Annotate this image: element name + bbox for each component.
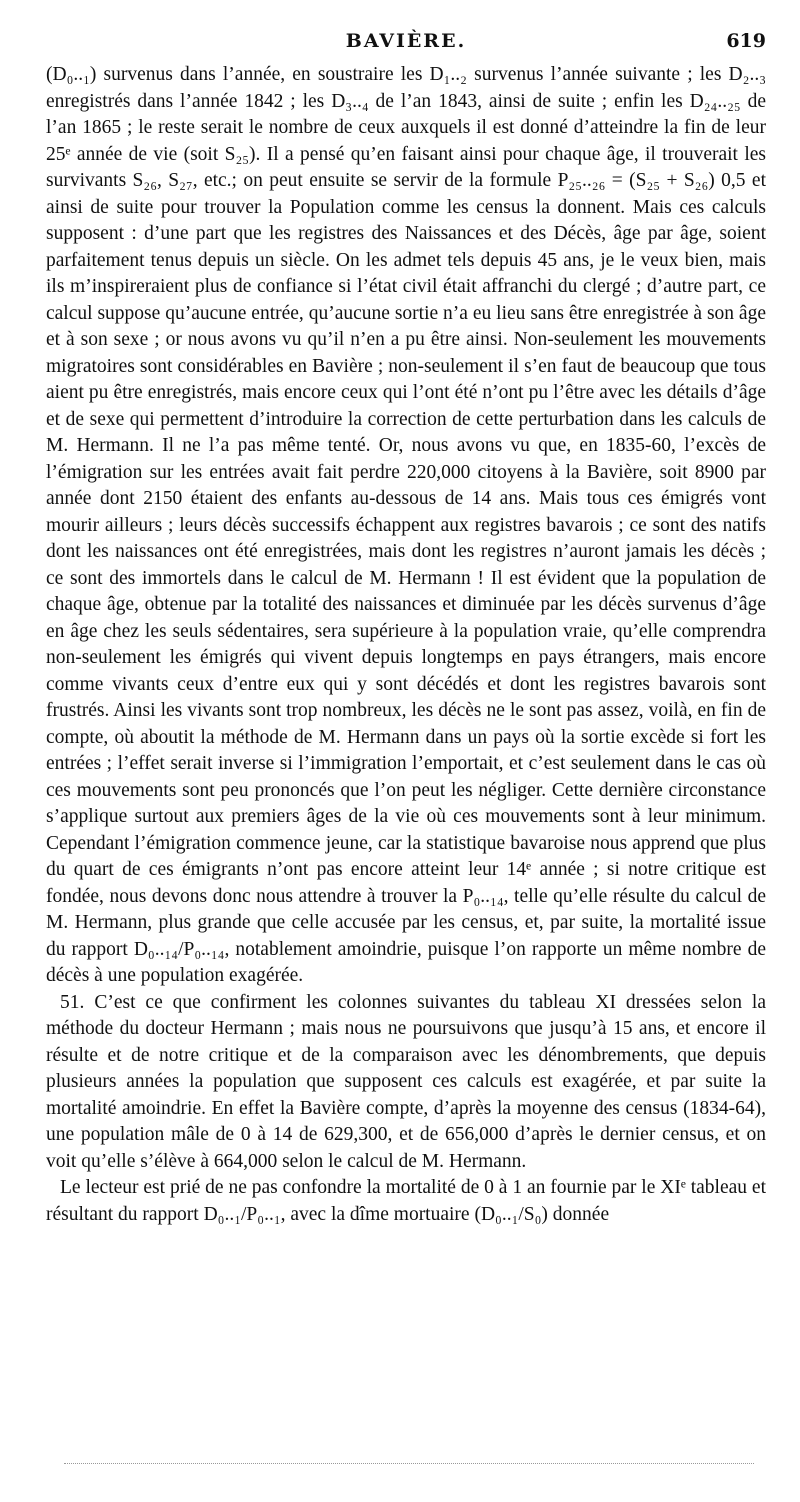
page-header bbox=[46, 30, 766, 60]
paragraph-continuation: (D₀..₁) survenus dans l’année, en soustraire les D₁..₂ survenus l’année suivante ; les D₂..₃ enregistrés dans l’année 1842 ; les D₃..₄ de l’an 1843, ainsi de suite ; enfin les D₂₄..₂₅ de l’an 1865 ; le reste serait le nombre de ceux auxquels il est donné d’atteindre la fin de leur 25ᵉ année de vie (soit S₂₅). Il a pensé qu’en faisant ainsi pour chaque âge, il trouverait les survivants S₂₆, S₂₇, etc.; on peut ensuite se servir de la formule P₂₅..₂₆ = (S₂₅ + S₂₆) 0,5 et ainsi de suite pour trouver la Population comme les census la donnent. Mais ces calculs supposent : d’une part que les registres des Naissances et des Décès, âge par âge, soient parfaitement tenus depuis un siècle. On les admet tels depuis 45 ans, je le veux bien, mais ils m’inspireraient plus de confiance si l’état civil était affranchi du clergé ; d’autre part, ce calcul suppose qu’aucune entrée, qu’aucune sortie n’a eu lieu sans être enregistrée à son âge et à son sexe ; or nous avons vu qu’il n’en a pu être ainsi. Non-seulement les mouvements migratoires sont considérables en Bavière ; non-seulement il s’en faut de beaucoup que tous aient pu être enregistrés, mais encore ceux qui l’ont été n’ont pu l’être avec les détails d’âge et de sexe qui permettent d’introduire la correction de cette perturbation dans les calculs de M. Hermann. Il ne l’a pas même tenté. Or, nous avons vu que, en 1835-60, l’excès de l’émigration sur les entrées avait fait perdre 220,000 citoyens à la Bavière, soit 8900 par année dont 2150 étaient des enfants au-dessous de 14 ans. Mais tous ces émigrés vont mourir ailleurs ; leurs décès successifs échappent aux registres bavarois ; ce sont des natifs dont les naissances ont été enregistrées, mais dont les registres n’auront jamais les décès ; ce sont des immortels dans le calcul de M. Hermann ! Il est évident que la population de chaque âge, obtenue par la totalité des naissances et diminuée par les décès survenus d’âge en âge chez les seuls sédentaires, sera supérieure à la population vraie, qu’elle comprendra non-seulement les émigrés qui vivent depuis longtemps en pays étrangers, mais encore comme vivants ceux d’entre eux qui y sont décédés et dont les registres bavarois sont frustrés. Ainsi les vivants sont trop nombreux, les décès ne le sont pas assez, voilà, en fin de compte, où aboutit la méthode de M. Hermann dans un pays où la sortie excède si fort les entrées ; l’effet serait inverse si l’immigration l’emportait, et c’est seulement dans le cas où ces mouvements sont peu prononcés que l’on peut les négliger. Cette dernière circonstance s’applique surtout aux premiers âges de la vie où ces mouvements sont à leur minimum. Cependant l’émigration commence jeune, car la statistique bavaroise nous apprend que plus du quart de ces émigrants n’ont pas encore atteint leur 14ᵉ année ; si notre critique est fondée, nous devons donc nous attendre à trouver la P₀..₁₄, telle qu’elle résulte du calcul de M. Hermann, plus grande que celle accusée par les census, et, par suite, la mortalité issue du rapport D₀..₁₄/P₀..₁₄, notablement amoindrie, puisque l’on rapporte un même nombre de décès à une population exagérée. bbox=[46, 64, 766, 986]
page-number: 619 bbox=[726, 30, 766, 52]
body-text bbox=[46, 62, 766, 1228]
running-head-title: BAVIÈRE. bbox=[345, 30, 467, 52]
paragraph-51: 51. C’est ce que confirment les colonnes suivantes du tableau XI dressées selon la méthode du docteur Hermann ; mais nous ne poursuivons que jusqu’à 15 ans, et encore il résulte et de notre critique et de la comparaison avec les dénombrements, que depuis plusieurs années la population que supposent ces calculs est exagérée, et par suite la mortalité amoindrie. En effet la Bavière compte, d’après la moyenne des census (1834-64), une population mâle de 0 à 14 de 629,300, et de 656,000 d’après le dernier census, et on voit qu’elle s’élève à 664,000 selon le calcul de M. Hermann. bbox=[46, 991, 766, 1172]
paragraph-reader-note: Le lecteur est prié de ne pas confondre la mortalité de 0 à 1 an fournie par le XIᵉ tableau et résultant du rapport D₀..₁/P₀..₁, avec la dîme mortuaire (D₀..₁/S₀) donnée bbox=[46, 1177, 766, 1225]
footer-rule bbox=[64, 1463, 754, 1465]
